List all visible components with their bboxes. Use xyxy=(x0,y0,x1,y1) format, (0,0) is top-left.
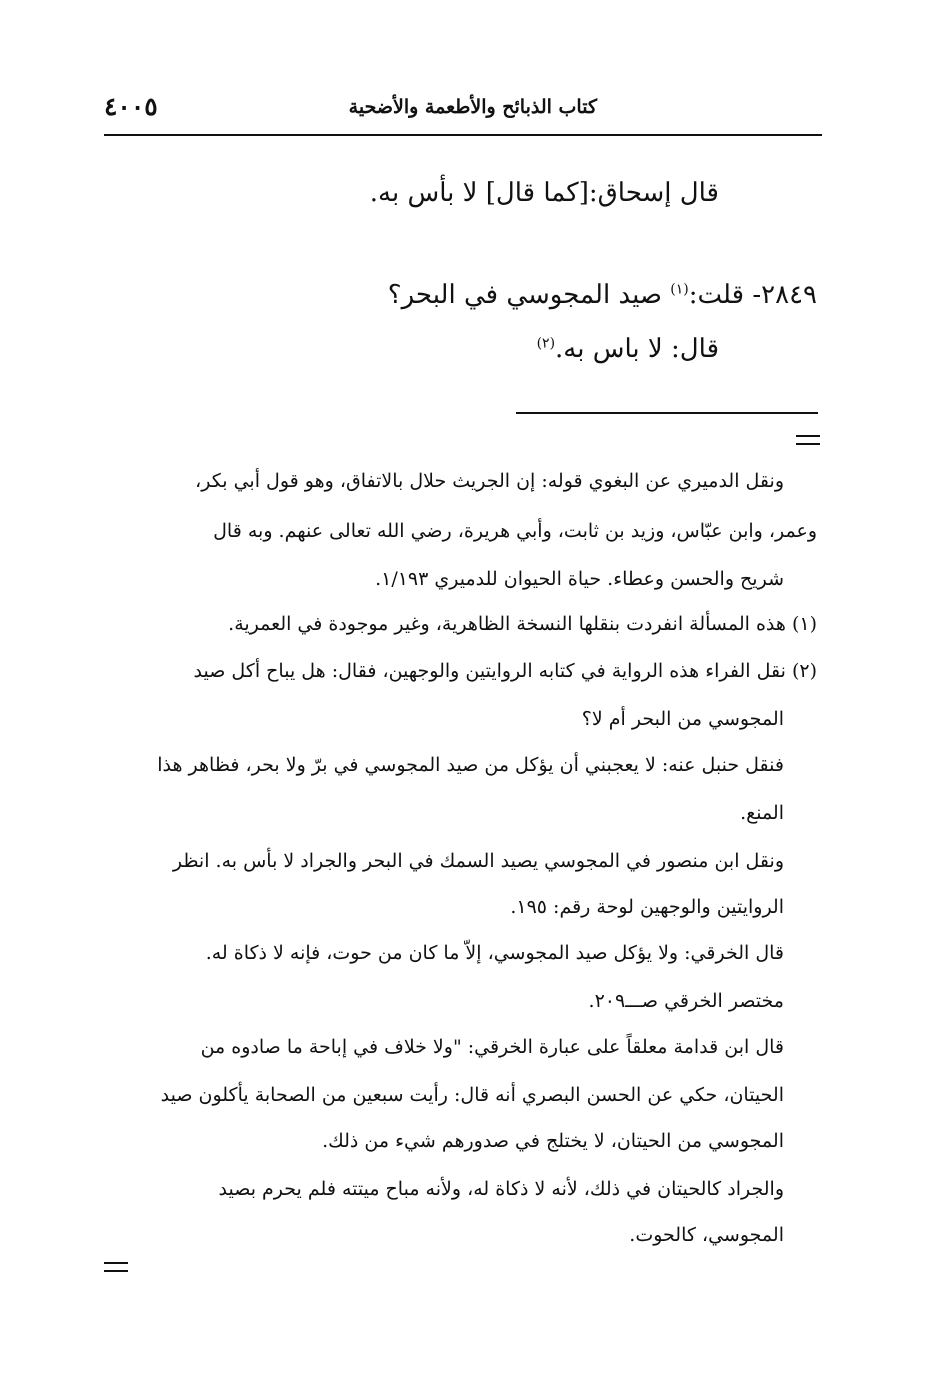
ishaq-answer: قال إسحاق:[كما قال] لا بأس به. xyxy=(369,178,719,208)
footnote-2-line: المجوسي من الحيتان، لا يختلج في صدورهم شيء من ذلك. xyxy=(322,1130,784,1152)
page-number: ٤٠٠٥ xyxy=(104,92,158,121)
footnote-continued-line: وعمر، وابن عبّاس، وزيد بن ثابت، وأبي هريرة، رضي الله تعالى عنهم. وبه قال xyxy=(213,520,817,542)
chapter-title: كتاب الذبائح والأطعمة والأضحية xyxy=(348,96,597,118)
question-number: ٢٨٤٩- xyxy=(752,280,817,310)
footnote-2-line: قال ابن قدامة معلقاً على عبارة الخرقي: "ولا خلاف في إباحة ما صادوه من xyxy=(200,1036,784,1058)
answer-text: قال: لا باس به. xyxy=(555,334,719,364)
footnote-2-line: قال الخرقي: ولا يؤكل صيد المجوسي، إلاّ ما كان من حوت، فإنه لا ذكاة له. xyxy=(205,942,784,964)
footnote-continued-line: شريح والحسن وعطاء. حياة الحيوان للدميري ١/١٩٣. xyxy=(375,568,784,590)
question-text-a: قلت: xyxy=(688,280,745,310)
running-header xyxy=(104,92,822,132)
question-text-b: صيد المجوسي في البحر؟ xyxy=(387,280,671,310)
question-2849 xyxy=(388,280,817,310)
footnote-2-line: مختصر الخرقي صـــ٢٠٩. xyxy=(588,990,784,1012)
continuation-mark-bottom xyxy=(104,1262,128,1274)
footnote-continued-line: ونقل الدميري عن البغوي قوله: إن الجريث حلال بالاتفاق، وهو قول أبي بكر، xyxy=(195,470,784,492)
footnote-ref-2: (٢) xyxy=(536,335,556,352)
footnote-2-line: المجوسي، كالحوت. xyxy=(629,1224,784,1246)
footnote-1: (١) هذه المسألة انفردت بنقلها النسخة الظاهرية، وغير موجودة في العمرية. xyxy=(228,613,817,635)
footnote-2-line: ونقل ابن منصور في المجوسي يصيد السمك في البحر والجراد لا بأس به. انظر xyxy=(172,850,784,872)
footnote-2-line: الروايتين والوجهين لوحة رقم: ١٩٥. xyxy=(510,896,784,918)
continuation-mark-top xyxy=(796,435,820,447)
footnote-separator xyxy=(516,412,818,414)
footnote-2-line: المنع. xyxy=(740,802,784,824)
footnote-2-line: (٢) نقل الفراء هذه الرواية في كتابه الروايتين والوجهين، فقال: هل يباح أكل صيد xyxy=(193,660,817,682)
footnote-2-line: الحيتان، حكي عن الحسن البصري أنه قال: رأيت سبعين من الصحابة يأكلون صيد xyxy=(160,1084,784,1106)
footnote-2-line: والجراد كالحيتان في ذلك، لأنه لا ذكاة له، ولأنه مباح ميتته فلم يحرم بصيد xyxy=(218,1178,784,1200)
footnote-ref-1: (١) xyxy=(670,281,689,298)
header-rule xyxy=(104,134,822,136)
footnote-2-line: فنقل حنبل عنه: لا يعجبني أن يؤكل من صيد المجوسي في برّ ولا بحر، فظاهر هذا xyxy=(157,754,784,776)
footnote-2-line: المجوسي من البحر أم لا؟ xyxy=(581,708,784,730)
answer-line xyxy=(537,334,719,364)
